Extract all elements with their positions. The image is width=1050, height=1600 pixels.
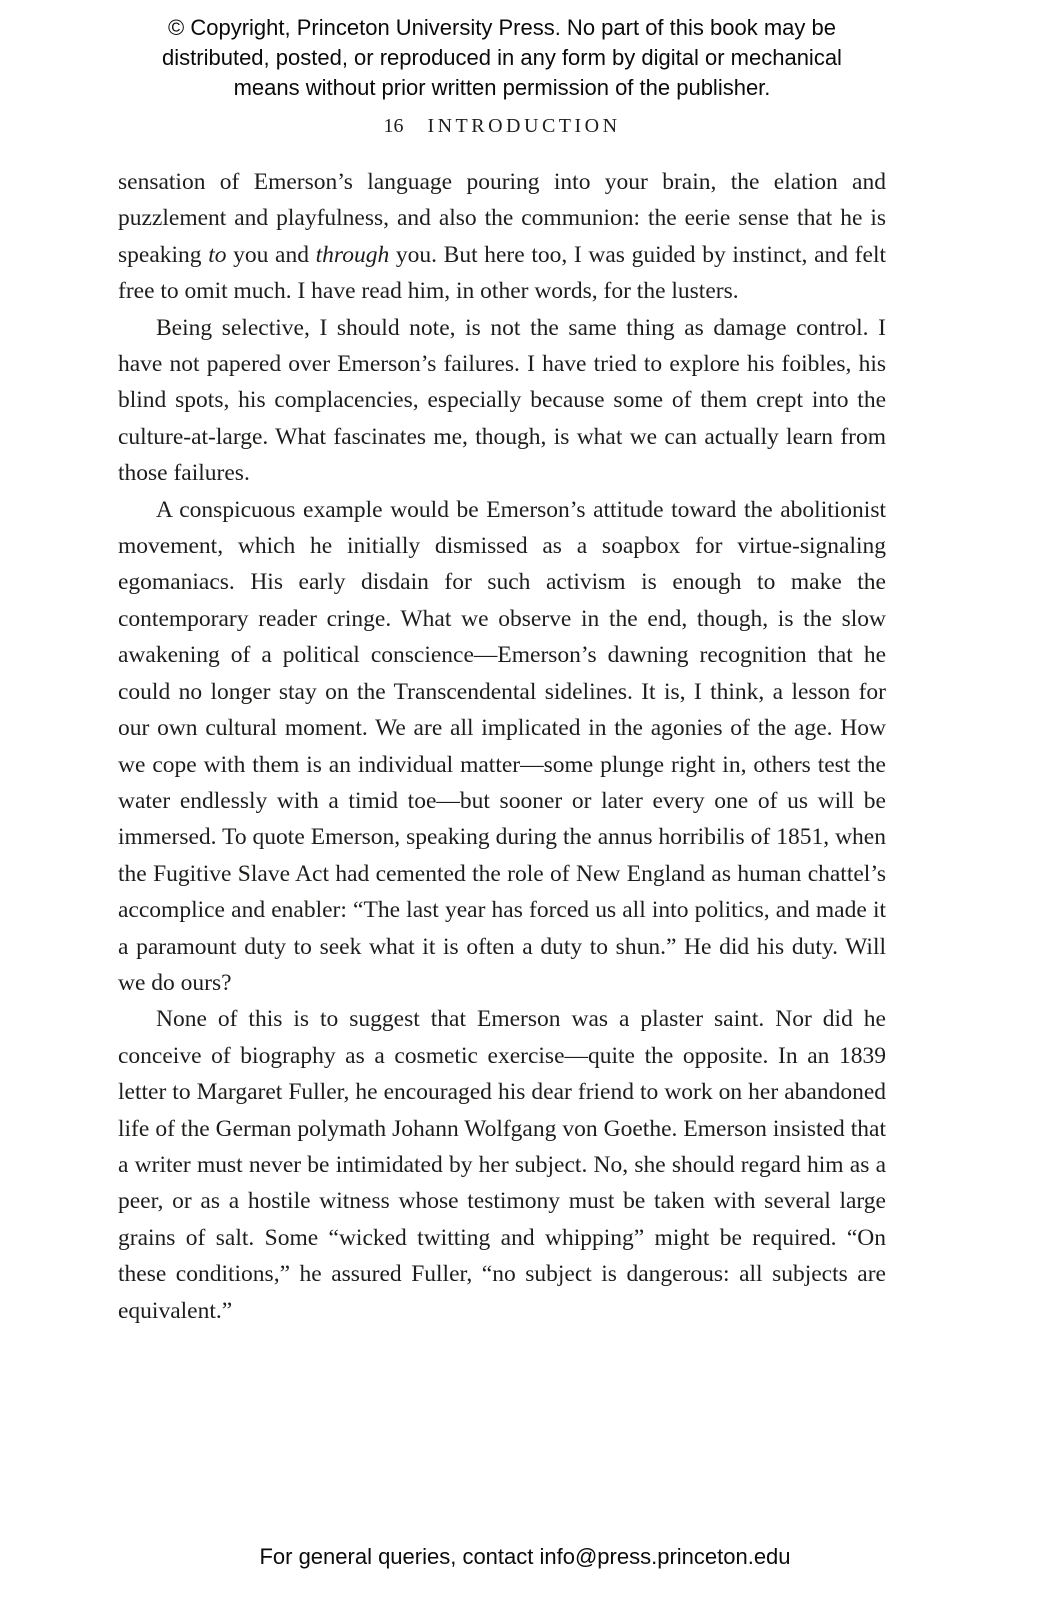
text-run: you. But here too, I was guided by instinct, and felt free to omit much. I have read him, in other words, for the lusters. — [118, 241, 886, 305]
text-run: None of this is to suggest that Emerson was a plaster saint. Nor did he conceive of biography as a cosmetic exercise—quite the opposite. In an 1839 letter to Margaret Fuller, he encouraged his dear friend to work on her abandoned life of the German polymath Johann Wolfgang von Goethe. Emerson insisted that a writer must never be intimidated by her subject. No, she should regard him as a peer, or as a hostile witness whose testimony must be taken with several large grains of salt. Some “wicked twitting and whipping” might be required. “On these conditions,” he assured Fuller, “no subject is dangerous: all subjects are equivalent.” — [118, 1006, 886, 1324]
text-run: you and — [226, 241, 316, 268]
running-head — [118, 115, 886, 138]
body-text — [118, 164, 886, 1329]
text-run: A conspicuous example would be Emerson’s attitude toward the abolitionist movement, which he initially dismissed as a soapbox for virtue-signaling egomaniacs. His early disdain for such activism is enough to make the contemporary reader cringe. What we observe in the end, though, is the slow awakening of a political conscience—Emerson’s dawning recognition that he could no longer stay on the Transcendental sidelines. It is, I think, a lesson for our own cultural moment. We are all implicated in the agonies of the age. How we cope with them is an individual matter—some plunge right in, others test the water endlessly with a timid toe—but sooner or later every one of us will be immersed. To quote Emerson, speaking during the annus horribilis of 1851, when the Fugitive Slave Act had cemented the role of New England as human chattel’s accomplice and enabler: “The last year has forced us all into politics, and made it a paramount duty to seek what it is often a duty to shun.” He did his duty. Will we do ours? — [118, 496, 886, 996]
copyright-notice — [118, 0, 886, 103]
page-number: 16 — [383, 115, 404, 137]
paragraph — [118, 492, 886, 1002]
section-title: INTRODUCTION — [427, 115, 621, 137]
copyright-line: © Copyright, Princeton University Press. No part of this book may be — [168, 15, 836, 40]
paragraph — [118, 1001, 886, 1329]
text-run: sensation of Emerson’s language pouring into your brain, the elation and puzzlement and playfulness, and also the communion: the eerie sense that he is speaking — [118, 169, 886, 268]
text-run: Being selective, I should note, is not the same thing as damage control. I have not papered over Emerson’s failures. I have tried to explore his foibles, his blind spots, his complacencies, especially because some of them crept into the culture-at-large. What fascinates me, though, is what we can actually learn from those failures. — [118, 314, 886, 487]
copyright-line: distributed, posted, or reproduced in any form by digital or mechanical — [162, 45, 842, 70]
page-footer — [0, 1544, 1050, 1570]
paragraph — [118, 310, 886, 492]
footer-contact-text: For general queries, contact info@press.princeton.edu — [259, 1544, 791, 1569]
italic-text: through — [315, 241, 390, 268]
italic-text: to — [208, 241, 227, 268]
copyright-line: means without prior written permission of the publisher. — [233, 75, 771, 100]
paragraph — [118, 164, 886, 310]
